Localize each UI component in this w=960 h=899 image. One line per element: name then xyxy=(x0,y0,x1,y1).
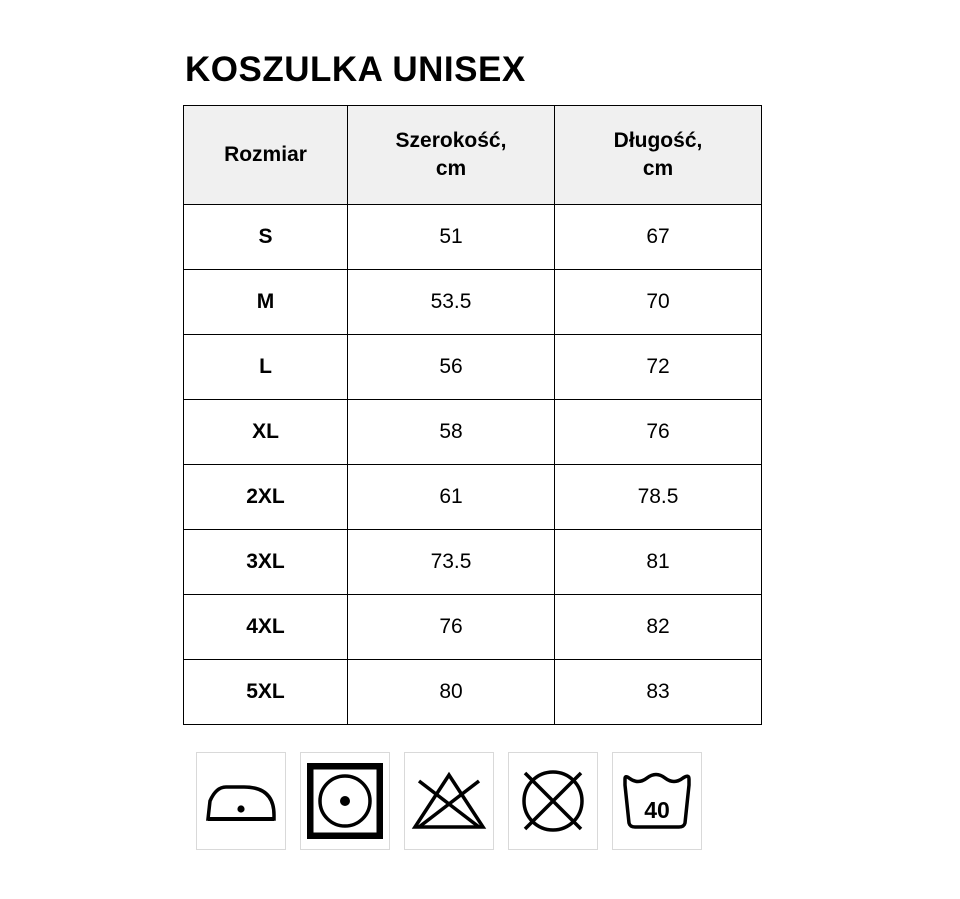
cell-size: L xyxy=(184,335,348,400)
cell-size: 3XL xyxy=(184,530,348,595)
cell-size: XL xyxy=(184,400,348,465)
cell-length: 81 xyxy=(555,530,762,595)
do-not-dry-clean-glyph xyxy=(517,765,589,837)
table-row xyxy=(184,530,762,595)
table-row xyxy=(184,205,762,270)
cell-size: S xyxy=(184,205,348,270)
table-row xyxy=(184,595,762,660)
column-header-width-line2: cm xyxy=(435,157,467,180)
do-not-bleach-icon xyxy=(404,752,494,850)
cell-length: 78.5 xyxy=(555,465,762,530)
cell-size: M xyxy=(184,270,348,335)
iron-one-dot-glyph xyxy=(204,771,278,831)
cell-length: 83 xyxy=(555,660,762,725)
cell-size: 2XL xyxy=(184,465,348,530)
cell-width: 61 xyxy=(348,465,555,530)
wash-40-glyph xyxy=(619,771,695,831)
table-row xyxy=(184,400,762,465)
wash-40-icon xyxy=(612,752,702,850)
wash-temperature-label: 40 xyxy=(644,797,670,823)
cell-length: 72 xyxy=(555,335,762,400)
table-header-row xyxy=(184,106,762,205)
column-header-length-line2: cm xyxy=(642,157,674,180)
column-header-length-line1: Długość, xyxy=(613,128,703,152)
cell-length: 67 xyxy=(555,205,762,270)
column-header-size: Rozmiar xyxy=(184,106,348,205)
cell-length: 70 xyxy=(555,270,762,335)
cell-width: 53.5 xyxy=(348,270,555,335)
table-header xyxy=(184,106,762,205)
cell-width: 56 xyxy=(348,335,555,400)
column-header-width xyxy=(348,106,555,205)
tumble-dry-normal-icon xyxy=(300,752,390,850)
cell-width: 73.5 xyxy=(348,530,555,595)
table-row xyxy=(184,465,762,530)
cell-length: 82 xyxy=(555,595,762,660)
cell-width: 80 xyxy=(348,660,555,725)
cell-width: 51 xyxy=(348,205,555,270)
cell-size: 4XL xyxy=(184,595,348,660)
do-not-bleach-glyph xyxy=(411,769,487,833)
cell-width: 76 xyxy=(348,595,555,660)
tumble-dry-normal-glyph xyxy=(307,763,383,839)
column-header-length xyxy=(555,106,762,205)
cell-width: 58 xyxy=(348,400,555,465)
cell-size: 5XL xyxy=(184,660,348,725)
table-row xyxy=(184,270,762,335)
page-title: KOSZULKA UNISEX xyxy=(185,50,526,89)
table-body xyxy=(184,205,762,725)
iron-one-dot-icon xyxy=(196,752,286,850)
do-not-dry-clean-icon xyxy=(508,752,598,850)
column-header-width-line1: Szerokość, xyxy=(395,128,507,152)
size-table xyxy=(183,105,762,725)
table-row xyxy=(184,335,762,400)
table-row xyxy=(184,660,762,725)
care-symbols-row xyxy=(196,752,702,850)
cell-length: 76 xyxy=(555,400,762,465)
